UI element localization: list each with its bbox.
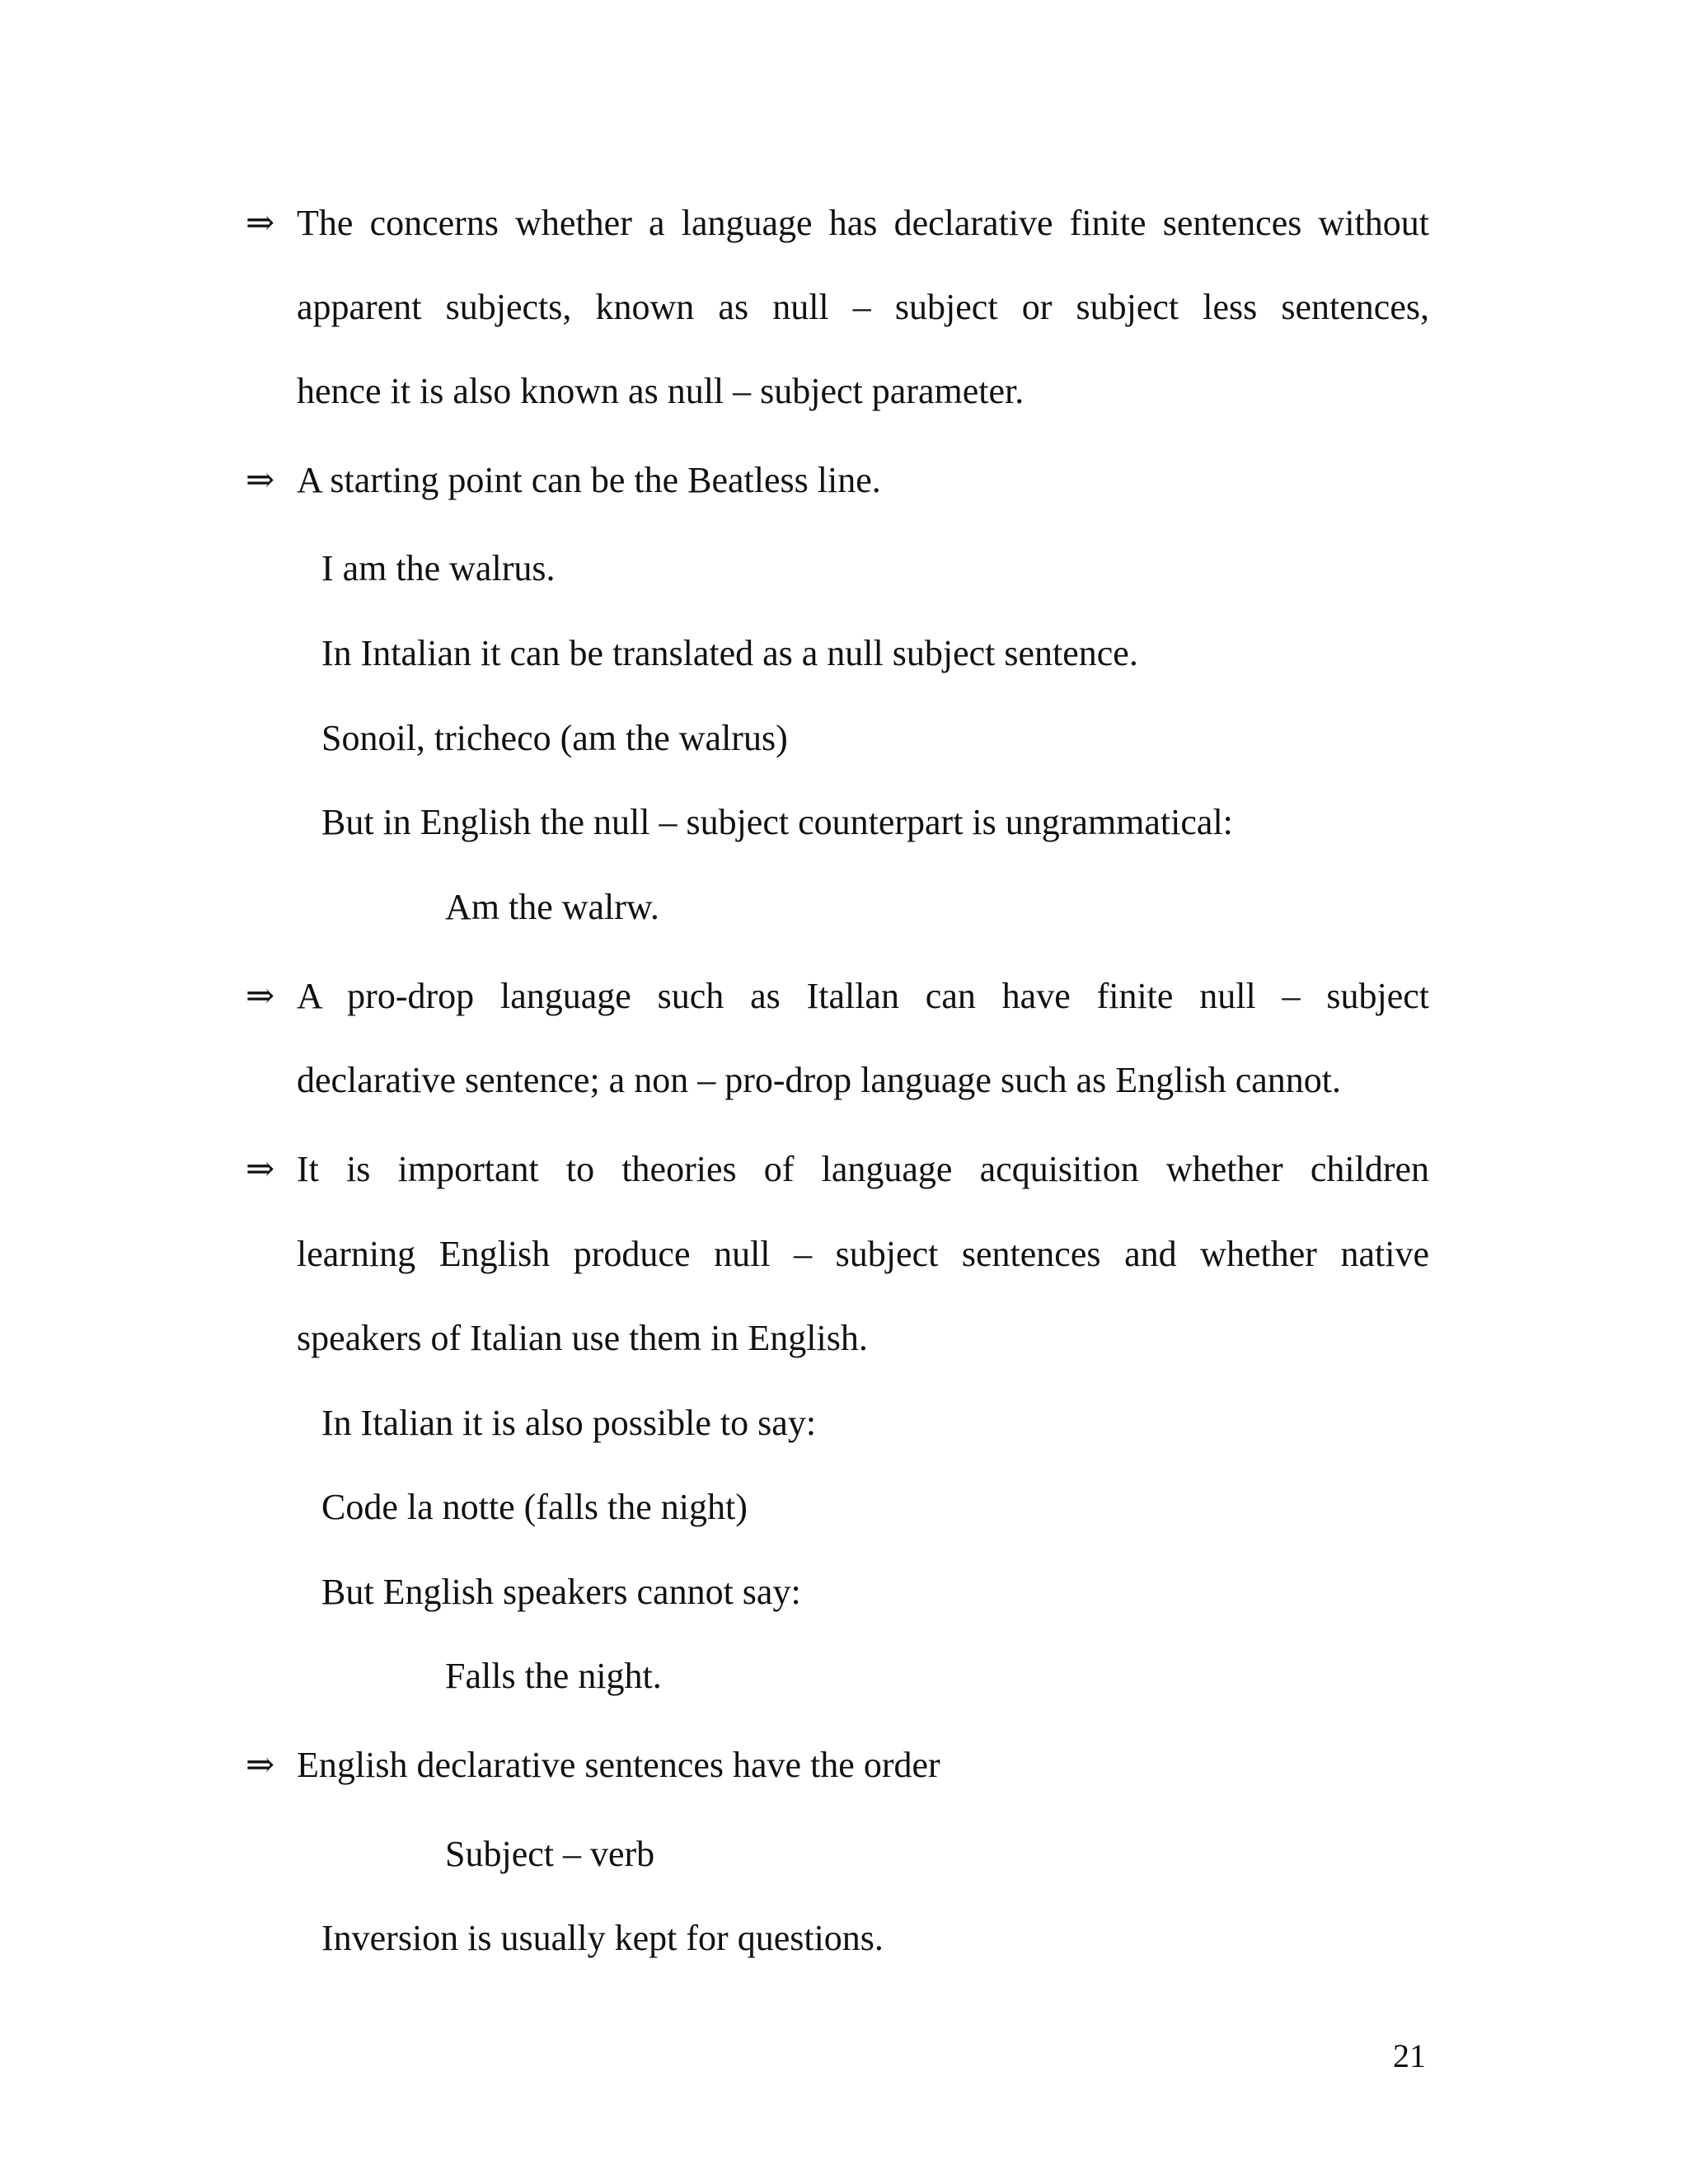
- example-line: But in English the null – subject counterpart is ungrammatical:: [321, 802, 1233, 842]
- text-line: A starting point can be the Beatless line.: [297, 460, 881, 500]
- example-line: Inversion is usually kept for questions.: [321, 1918, 884, 1958]
- example-sentence: Subject – verb: [445, 1834, 655, 1874]
- bullet-arrow-icon: ⇒: [246, 1746, 275, 1784]
- text-line: The concerns whether a language has declarative finite sentences without: [297, 203, 1429, 243]
- bullet-arrow-icon: ⇒: [246, 462, 275, 499]
- text-line: apparent subjects, known as null – subject or subject less sentences,: [297, 287, 1429, 327]
- example-line: In Intalian it can be translated as a null subject sentence.: [321, 633, 1138, 673]
- example-line: In Italian it is also possible to say:: [321, 1403, 817, 1443]
- bullet-arrow-icon: ⇒: [246, 204, 275, 242]
- example-line: Sonoil, tricheco (am the walrus): [321, 718, 788, 758]
- page-number: 21: [1393, 2037, 1426, 2074]
- example-line: Code la notte (falls the night): [321, 1487, 748, 1527]
- bullet-arrow-icon: ⇒: [246, 1151, 275, 1188]
- text-line: hence it is also known as null – subject parameter.: [297, 371, 1025, 411]
- text-line: speakers of Italian use them in English.: [297, 1318, 868, 1358]
- example-sentence: Falls the night.: [445, 1656, 662, 1696]
- example-line: I am the walrus.: [321, 548, 556, 588]
- text-line: declarative sentence; a non – pro-drop language such as English cannot.: [297, 1060, 1341, 1100]
- bullet-arrow-icon: ⇒: [246, 977, 275, 1015]
- text-line: English declarative sentences have the order: [297, 1745, 940, 1785]
- example-sentence: Am the walrw.: [445, 887, 659, 927]
- text-line: It is important to theories of language acquisition whether children: [297, 1149, 1429, 1189]
- text-line: A pro-drop language such as Itallan can have finite null – subject: [297, 976, 1429, 1016]
- example-line: But English speakers cannot say:: [321, 1572, 801, 1612]
- text-line: learning English produce null – subject sentences and whether native: [297, 1234, 1429, 1274]
